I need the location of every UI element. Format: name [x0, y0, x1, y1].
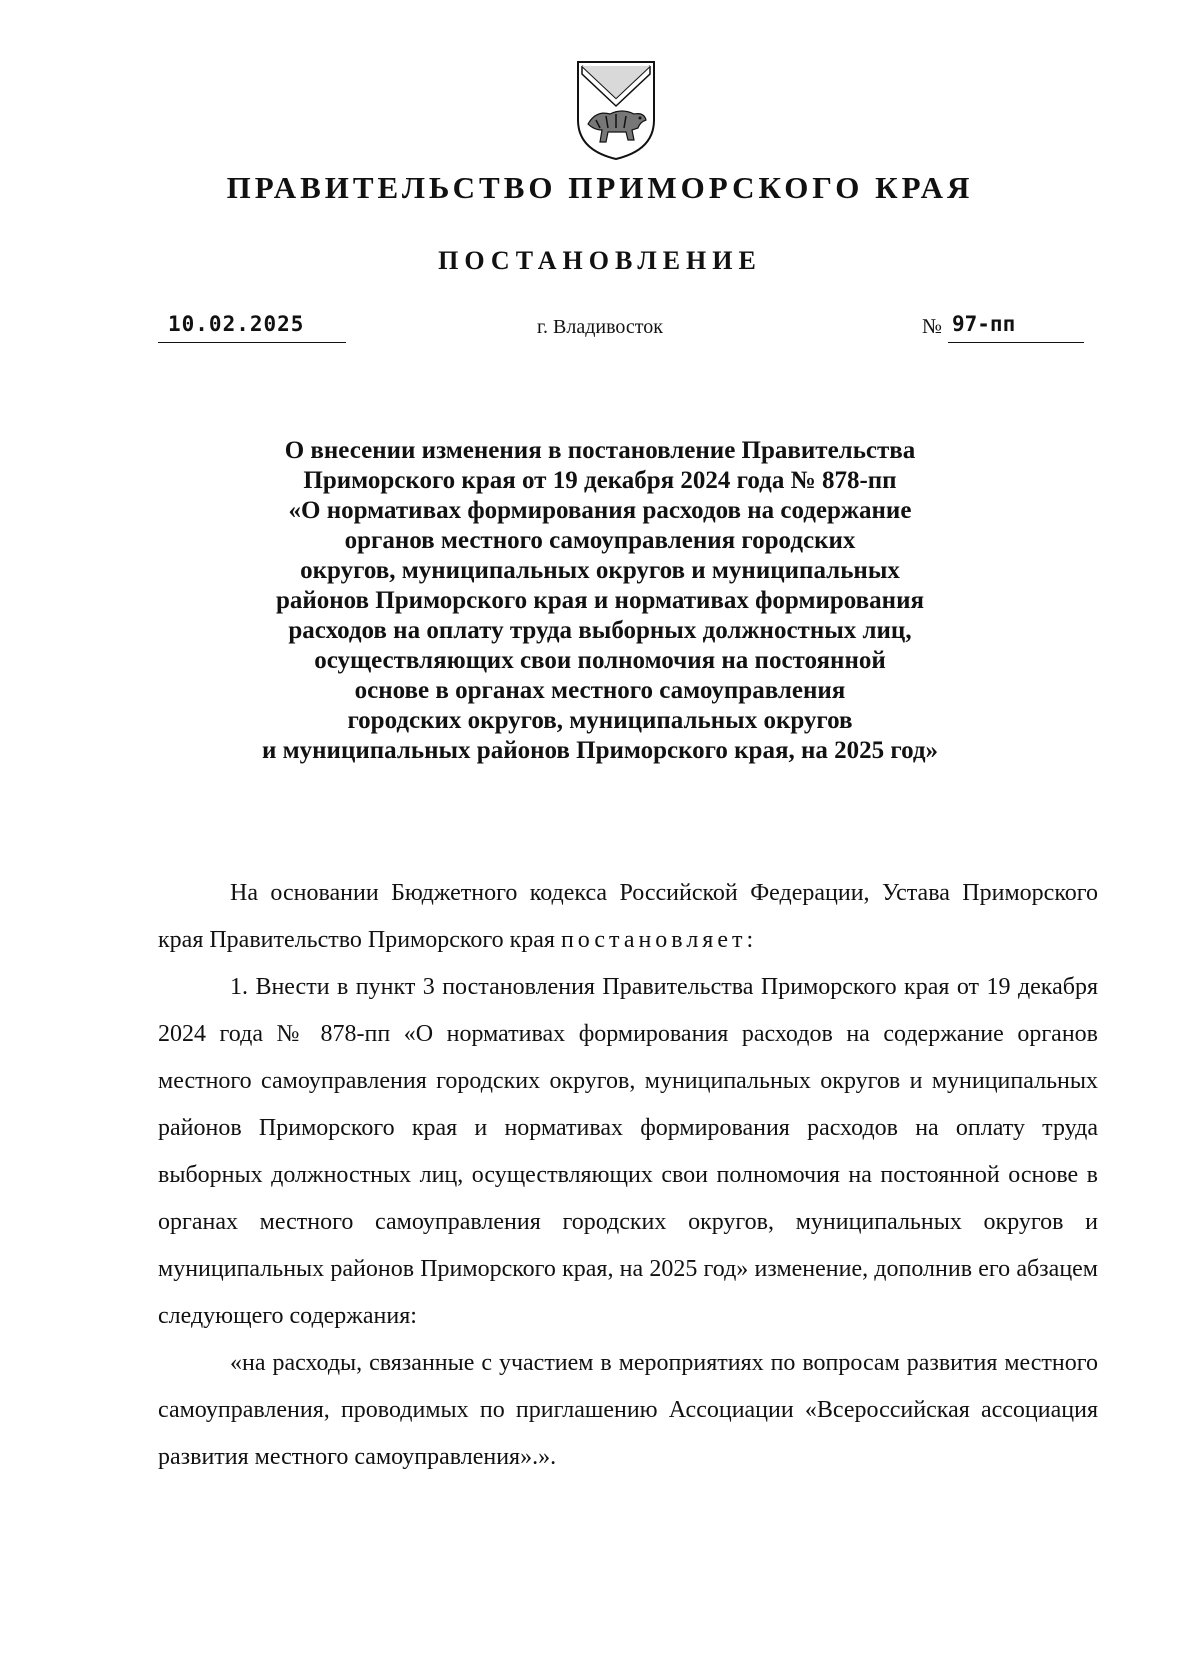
preamble-paragraph — [158, 870, 1098, 964]
preamble-verb: постановляет: — [560, 927, 758, 953]
heading-line: осуществляющих свои полномочия на постоянной — [314, 647, 886, 674]
quoted-paragraph: «на расходы, связанные с участием в мероприятиях по вопросам развития местного самоуправления, проводимых по приглашению Ассоциации «Всероссийская ассоциация развития местного самоуправления».». — [158, 1350, 1098, 1470]
document-heading — [210, 436, 990, 766]
heading-line: «О нормативах формирования расходов на содержание — [288, 497, 912, 524]
heading-line: округов, муниципальных округов и муниципальных — [300, 557, 900, 584]
primorsky-krai-coat-of-arms-icon — [574, 58, 658, 162]
heading-line: районов Приморского края и нормативах формирования — [275, 587, 925, 614]
heading-line: основе в органах местного самоуправления — [354, 677, 846, 704]
document-body — [158, 870, 1098, 1481]
heading-line: расходов на оплату труда выборных должностных лиц, — [288, 617, 912, 644]
number-field — [948, 312, 1084, 343]
document-city: г. Владивосток — [537, 316, 663, 338]
number-label: № — [922, 314, 943, 338]
heading-line: О внесении изменения в постановление Правительства — [284, 437, 916, 464]
heading-line: городских округов, муниципальных округов — [347, 707, 853, 734]
heading-line: органов местного самоуправления городских — [344, 527, 856, 554]
document-date: 10.02.2025 — [168, 312, 305, 336]
item-1-paragraph: 1. Внести в пункт 3 постановления Правительства Приморского края от 19 декабря 2024 года № 878-пп «О нормативах формирования расходов на содержание органов местного самоуправления городских округов, муниципальных округов и муниципальных районов Приморского края и нормативах формирования расходов на оплату труда выборных должностных лиц, осуществляющих свои полномочия на постоянной основе в органах местного самоуправления городских округов, муниципальных округов и муниципальных районов Приморского края, на 2025 год» изменение, дополнив его абзацем следующего содержания: — [158, 974, 1098, 1329]
organization-title: ПРАВИТЕЛЬСТВО ПРИМОРСКОГО КРАЯ — [226, 170, 974, 205]
document-type: ПОСТАНОВЛЕНИЕ — [438, 246, 762, 275]
document-number: 97-пп — [952, 312, 1016, 336]
heading-line: Приморского края от 19 декабря 2024 года № 878-пп — [303, 467, 897, 494]
preamble-text: На основании Бюджетного кодекса Российской Федерации, Устава Приморского края Правительство Приморского края — [158, 880, 1098, 953]
date-field — [158, 312, 346, 343]
heading-line: и муниципальных районов Приморского края, на 2025 год» — [261, 737, 939, 764]
